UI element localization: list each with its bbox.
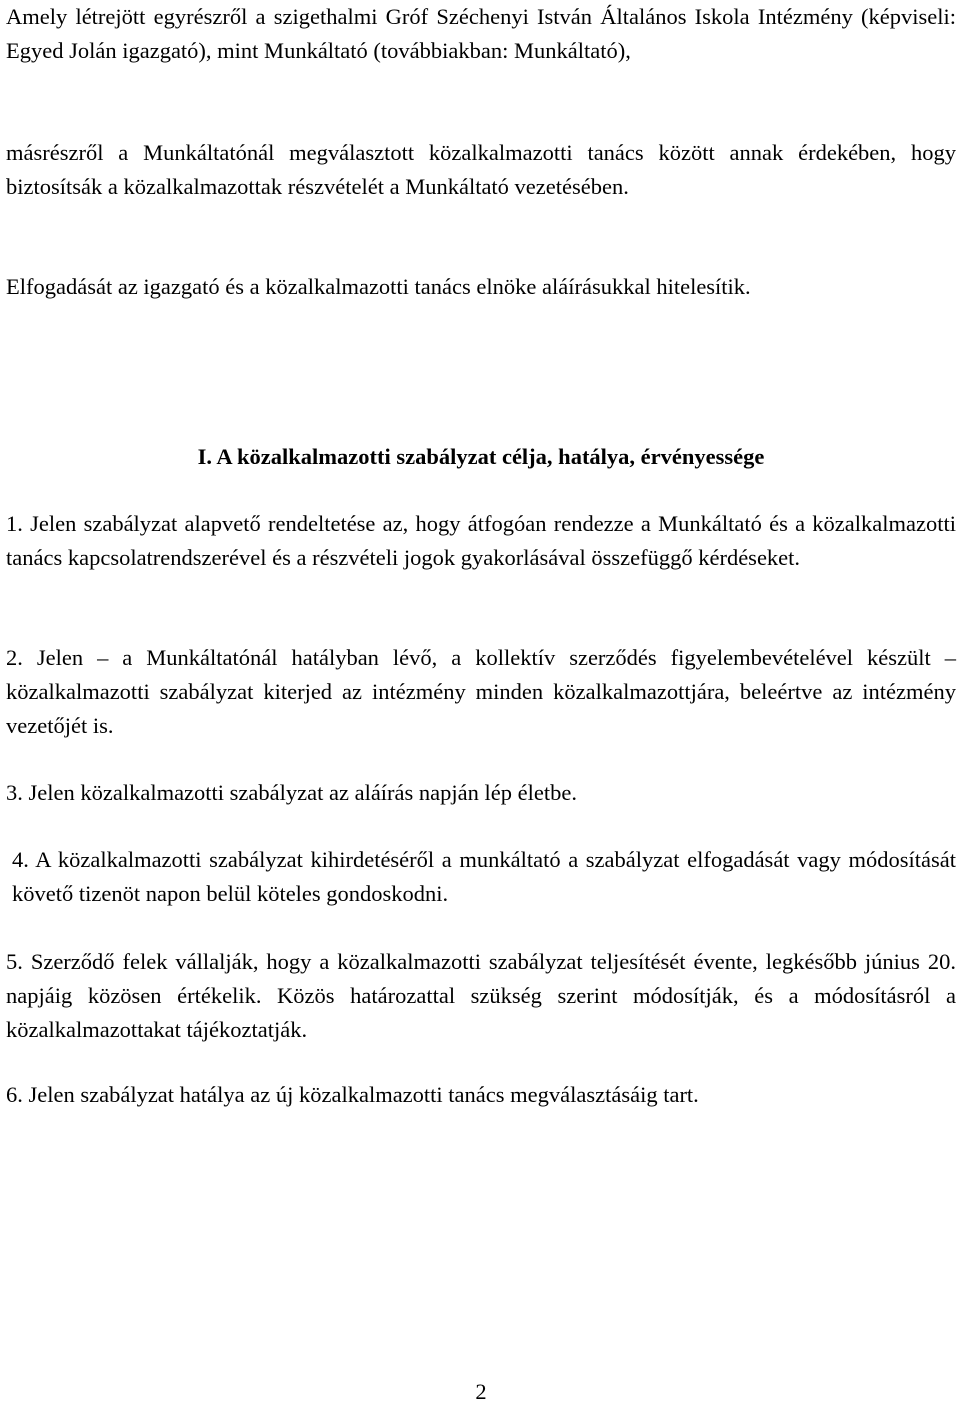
intro-paragraph-parties: Amely létrejött egyrészről a szigethalmi Gróf Széchenyi István Általános Iskola Intézmény (képviseli: Egyed Jolán igazgató), mint Munkáltató (továbbiakban: Munkáltató),: [6, 4, 956, 63]
section-heading: I. A közalkalmazotti szabályzat célja, hatálya, érvényessége: [197, 444, 765, 469]
page-number: 2: [475, 1379, 487, 1404]
document-page: [6, 0, 956, 1402]
intro-paragraph-purpose: másrészről a Munkáltatónál megválasztott közalkalmazotti tanács között annak érdekében, hogy biztosítsák a közalkalmazottak részvételét a Munkáltató vezetésében.: [6, 140, 956, 199]
point-3: 3. Jelen közalkalmazotti szabályzat az aláírás napján lép életbe.: [6, 780, 577, 805]
point-6: 6. Jelen szabályzat hatálya az új közalkalmazotti tanács megválasztásáig tart.: [6, 1082, 699, 1107]
point-4: 4. A közalkalmazotti szabályzat kihirdetéséről a munkáltató a szabályzat elfogadását vagy módosítását követő tizenöt napon belül köteles gondoskodni.: [12, 847, 956, 906]
intro-paragraph-authentication: Elfogadását az igazgató és a közalkalmazotti tanács elnöke aláírásukkal hitelesítik.: [6, 274, 751, 299]
point-2: 2. Jelen – a Munkáltatónál hatályban lévő, a kollektív szerződés figyelembevételével készült – közalkalmazotti szabályzat kiterjed az intézmény minden közalkalmazottjára, beleértve az intézmény vezetőjét is.: [6, 645, 956, 738]
point-1: 1. Jelen szabályzat alapvető rendeltetése az, hogy átfogóan rendezze a Munkáltató és a közalkalmazotti tanács kapcsolatrendszerével és a részvételi jogok gyakorlásával összefüggő kérdéseket.: [6, 511, 956, 570]
point-5: 5. Szerződő felek vállalják, hogy a közalkalmazotti szabályzat teljesítését évente, legkésőbb június 20. napjáig közösen értékelik. Közös határozattal szükség szerint módosítják, és a módosításról a közalkalmazottakat tájékoztatják.: [6, 949, 956, 1042]
